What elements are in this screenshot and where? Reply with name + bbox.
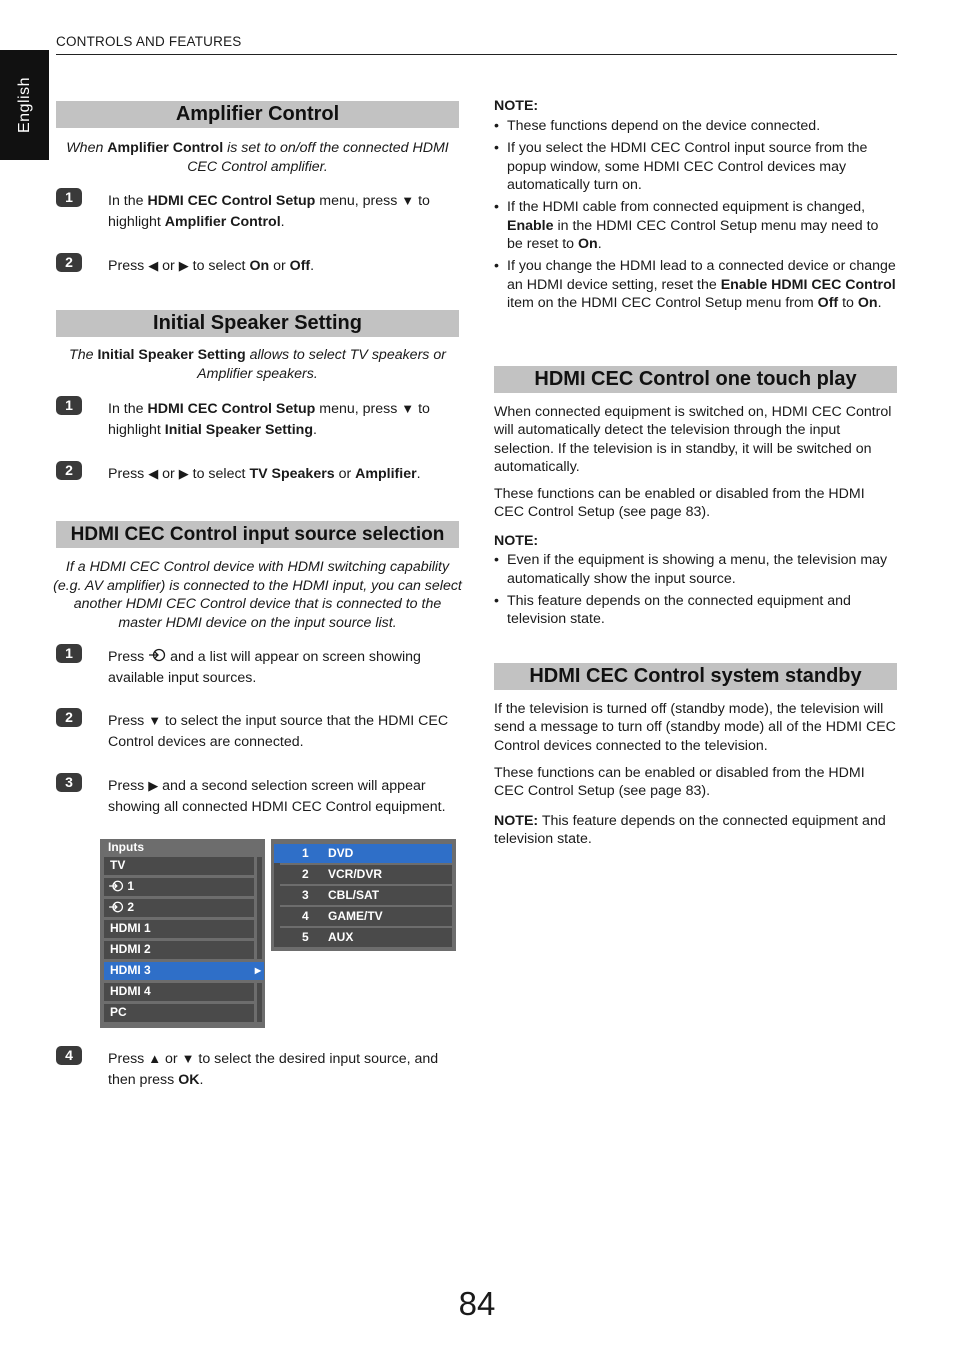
input-source-intro: If a HDMI CEC Control device with HDMI switching capability (e.g. AV amplifier) is connected to the HDMI input, you can select another HDMI CEC Control device that is connected to the master HDMI device on the input source list. <box>53 559 462 631</box>
note-heading: NOTE: <box>494 533 539 549</box>
section-title-amplifier-control: Amplifier Control <box>56 101 459 128</box>
note-item: • If you select the HDMI CEC Control input source from the popup window, some HDMI CEC Control devices may automatically turn on. <box>494 139 896 195</box>
step-number-badge: 2 <box>56 253 82 272</box>
standby-note <box>494 812 896 849</box>
tv-inputs-panel <box>100 839 265 1028</box>
one-touch-paragraph-1: When connected equipment is switched on, HDMI CEC Control will automatically detect the television through the input selection. If the television is in standby, it will be switched on automatically. <box>494 404 892 475</box>
input-list-item-source-1[interactable]: 1 <box>104 878 254 896</box>
input-list-scrollbar[interactable] <box>257 857 262 959</box>
down-arrow-icon: ▼ <box>181 1051 195 1066</box>
amplifier-step-1: In the HDMI CEC Control Setup menu, press ▼ to highlight Amplifier Control. <box>108 193 430 230</box>
note-heading: NOTE: <box>494 98 539 114</box>
language-tab-label: English <box>15 77 33 133</box>
speaker-intro: The Initial Speaker Setting allows to select TV speakers or Amplifier speakers. <box>69 347 446 382</box>
input-step-2: Press ▼ to select the input source that the HDMI CEC Control devices are connected. <box>108 713 449 750</box>
device-list-item-game-tv[interactable]: 4 GAME/TV <box>274 907 452 926</box>
device-list-item-aux[interactable]: 5 AUX <box>274 928 452 947</box>
section-title-initial-speaker-setting: Initial Speaker Setting <box>56 310 459 337</box>
down-arrow-icon: ▼ <box>401 401 415 416</box>
down-arrow-icon: ▼ <box>401 193 415 208</box>
input-list-item-tv[interactable]: TV <box>104 857 254 875</box>
note-item: • Even if the equipment is showing a menu, the television may automatically show the input source. <box>494 551 896 588</box>
header-rule <box>56 54 897 55</box>
amplifier-intro <box>56 139 459 176</box>
up-arrow-icon: ▲ <box>148 1051 162 1066</box>
tv-device-sub-panel <box>271 839 456 951</box>
step-number-badge: 4 <box>56 1046 82 1065</box>
step-number-badge: 1 <box>56 644 82 663</box>
device-list-item-cbl-sat[interactable]: 3 CBL/SAT <box>274 886 452 905</box>
step-number-badge: 1 <box>56 188 82 207</box>
note-list <box>494 551 896 629</box>
device-list-item-dvd[interactable]: 1 DVD <box>274 844 452 863</box>
intro-text: When <box>66 140 108 156</box>
section-title-input-source-selection: HDMI CEC Control input source selection <box>56 521 459 548</box>
note-item: • If you change the HDMI lead to a connected device or change an HDMI device setting, reset the Enable HDMI CEC Control item on the HDMI CEC Control Setup menu from Off to On. <box>494 257 896 313</box>
inputs-heading: Inputs <box>108 840 144 854</box>
amplifier-step-2: Press ◀ or ▶ to select On or Off. <box>108 256 458 277</box>
section-title-system-standby: HDMI CEC Control system standby <box>494 663 897 690</box>
speaker-step-2: Press ◀ or ▶ to select TV Speakers or Amplifier. <box>108 464 458 485</box>
right-arrow-icon: ▶ <box>148 778 159 793</box>
note-item: • This feature depends on the connected equipment and television state. <box>494 592 896 629</box>
left-arrow-icon: ◀ <box>148 466 159 481</box>
step-number-badge: 3 <box>56 773 82 792</box>
standby-paragraph-2: These functions can be enabled or disabled from the HDMI CEC Control Setup (see page 83). <box>494 765 865 800</box>
down-arrow-icon: ▼ <box>148 713 162 728</box>
input-list-item-hdmi-4[interactable]: HDMI 4 <box>104 983 254 1001</box>
left-arrow-icon: ◀ <box>148 258 159 273</box>
input-list-item-pc[interactable]: PC <box>104 1004 254 1022</box>
page-number: 84 <box>458 1285 496 1322</box>
input-list-item-hdmi-1[interactable]: HDMI 1 <box>104 920 254 938</box>
input-source-icon <box>148 648 166 662</box>
submenu-arrow-icon: ▶ <box>254 966 261 975</box>
speaker-step-1: In the HDMI CEC Control Setup menu, press ▼ to highlight Initial Speaker Setting. <box>108 401 430 438</box>
note-block <box>494 97 896 316</box>
note-list <box>494 117 896 313</box>
note-text: This feature depends on the connected equipment and television state. <box>494 813 886 848</box>
input-list-item-hdmi-2[interactable]: HDMI 2 <box>104 941 254 959</box>
input-step-1: Press and a list will appear on screen showing available input sources. <box>108 649 421 686</box>
input-step-3: Press ▶ and a second selection screen will appear showing all connected HDMI CEC Control equipment. <box>108 778 446 815</box>
note-item: • If the HDMI cable from connected equipment is changed, Enable in the HDMI CEC Control Setup menu may need to be reset to On. <box>494 198 896 254</box>
running-head: CONTROLS AND FEATURES <box>56 34 242 49</box>
one-touch-note <box>494 532 896 632</box>
section-title-one-touch-play: HDMI CEC Control one touch play <box>494 366 897 393</box>
one-touch-paragraph-2: These functions can be enabled or disabled from the HDMI CEC Control Setup (see page 83). <box>494 486 865 521</box>
intro-text: is set to on/off the connected HDMI CEC Control amplifier. <box>187 140 449 175</box>
language-tab <box>0 50 49 160</box>
input-list-item-source-2[interactable]: 2 <box>104 899 254 917</box>
input-list-scrollbar-lower <box>257 983 262 1022</box>
step-number-badge: 2 <box>56 708 82 727</box>
input-source-icon <box>108 880 124 892</box>
intro-bold: Amplifier Control <box>107 140 224 156</box>
right-arrow-icon: ▶ <box>178 466 189 481</box>
right-arrow-icon: ▶ <box>178 258 189 273</box>
step-number-badge: 1 <box>56 396 82 415</box>
device-list-item-vcr-dvr[interactable]: 2 VCR/DVR <box>274 865 452 884</box>
note-item: • These functions depend on the device connected. <box>494 117 896 136</box>
input-source-icon <box>108 901 124 913</box>
input-list-item-hdmi-3[interactable]: HDMI 3 ▶ <box>104 962 264 980</box>
note-heading: NOTE: <box>494 813 539 829</box>
standby-paragraph-1: If the television is turned off (standby mode), the television will send a message to turn off (standby mode) all of the HDMI CEC Control devices connected to the television. <box>494 701 896 754</box>
step-number-badge: 2 <box>56 461 82 480</box>
input-step-4: Press ▲ or ▼ to select the desired input source, and then press OK. <box>108 1051 439 1088</box>
